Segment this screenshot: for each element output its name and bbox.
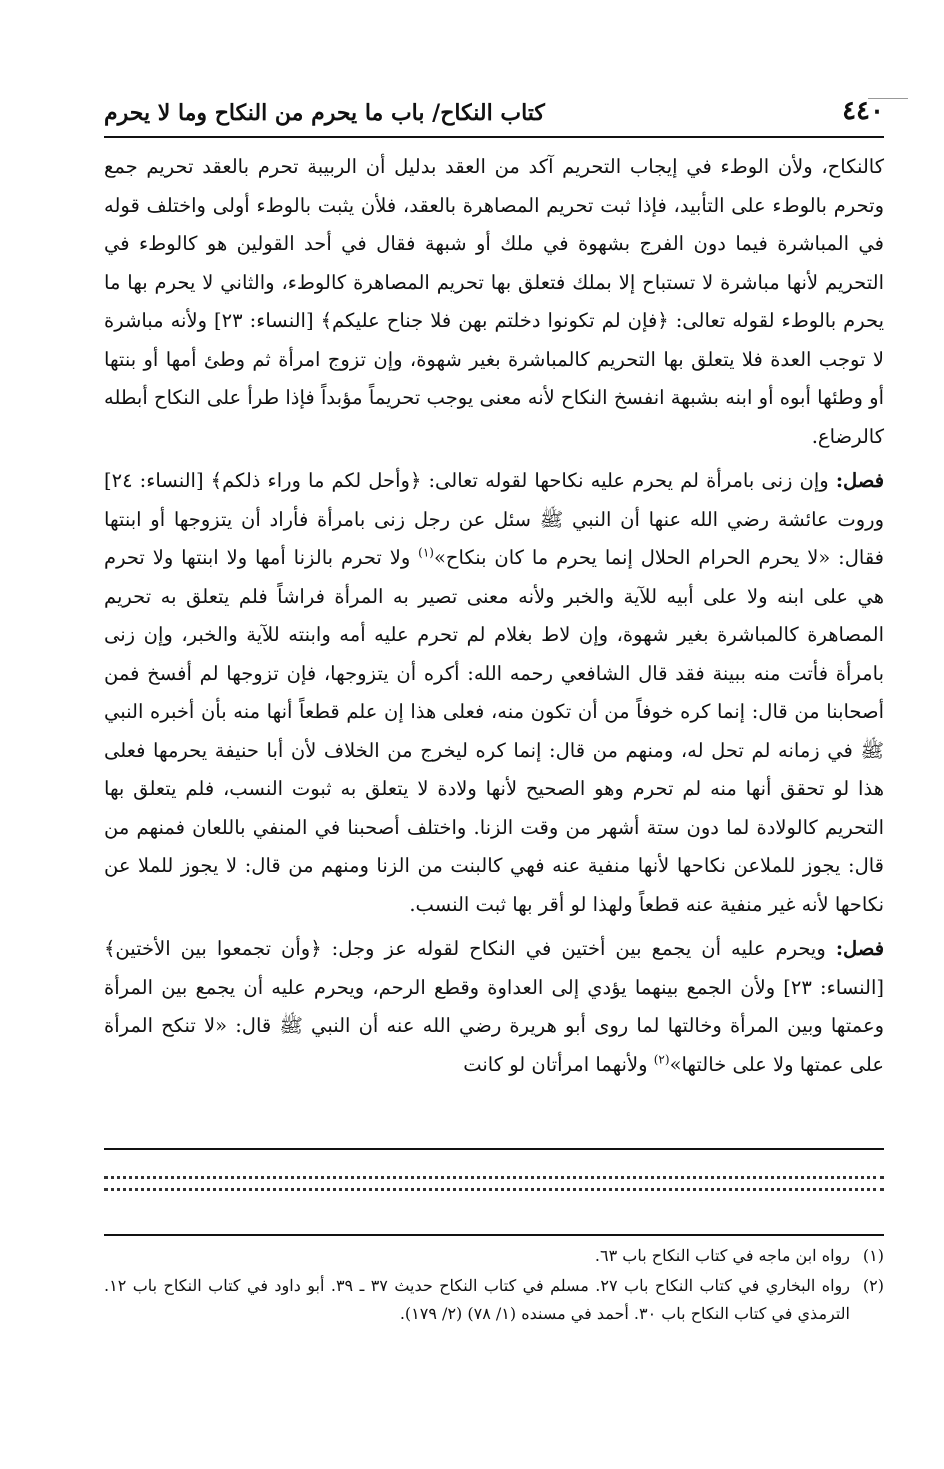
main-text [104,148,884,1090]
footnote-text: رواه البخاري في كتاب النكاح باب ٢٧. مسلم في كتاب النكاح حديث ٣٧ ـ ٣٩. أبو داود في كتاب النكاح باب ١٢. الترمذي في كتاب النكاح باب ٣٠. أحمد في مسنده (١/ ٧٨) (٢/ ١٧٩). [104,1276,851,1323]
section-label: فصل: [835,469,885,492]
footnote-text: رواه ابن ماجه في كتاب النكاح باب ٦٣. [594,1246,850,1265]
running-title: كتاب النكاح/ باب ما يحرم من النكاح وما لا يحرم [104,100,545,126]
footnotes [104,1242,884,1330]
paragraph-text: ويحرم عليه أن يجمع بين أختين في النكاح لقوله عز وجل: ﴿وأن تجمعوا بين الأختين﴾ [النساء: ٢٣] ولأن الجمع بينهما يؤدي إلى العداوة وقطع الرحم، ويحرم عليه أن يجمع بين المرأة وعمتها وبين المرأة وخالتها لما روى أبو هريرة رضي الله عنه أن النبي ﷺ قال: «لا تنكح المرأة على عمتها ولا على خالتها» [104,937,884,1076]
paragraph [104,930,884,1084]
footnote-ref: (١) [418,545,434,560]
footnote [104,1242,884,1270]
footnote-ref: (٢) [653,1052,670,1066]
page-number: ٤٤٠ [842,96,884,126]
section-label: فصل: [835,937,885,960]
footnote-number: (٢) [862,1276,884,1295]
page-header [104,92,884,138]
dotted-separator [104,1188,884,1191]
paragraph-text: ولا تحرم بالزنا أمها ولا ابنتها ولا تحرم هي على ابنه ولا على أبيه للآية والخبر ولأنه معنى تصير به المرأة فراشاً فلم يتعلق به تحريم المصاهرة كالمباشرة بغير شهوة، وإن لاط بغلام لم تحرم عليه أمه وابنته للآية والخبر، وإن زنى بامرأة فأتت منه ببينة فقد قال الشافعي رحمه الله: أكره أن يتزوجها، فإن تزوجها لم أفسخ فمن أصحابنا من قال: إنما كره خوفاً من أن تكون منه، فعلى هذا إن علم قطعاً أنها منه بأن أخبره النبي ﷺ في زمانه لم تحل له، ومنهم من قال: إنما كره ليخرج من الخلاف لأن أبا حنيفة يحرمها فعلى هذا لو تحقق أنها منه لم تحرم وهو الصحيح لأنها ولادة لا يتعلق به ثبوت النسب، فلم يتعلق بها التحريم كالولادة لما دون ستة أشهر من وقت الزنا. واختلف أصحبنا في المنفي باللعان فمنهم من قال: يجوز للملاعن نكاحها لأنها منفية عنه فهي كالبنت من الزنا ومنهم من قال: لا يجوز للملا عن نكاحها لأنه غير منفية عنه قطعاً ولهذا لو أقر بها ثبت النسب. [104,546,884,916]
footnote-number: (١) [862,1246,884,1265]
separator-line [104,1148,884,1150]
footnote-separator [104,1234,884,1236]
paragraph-text: وإن زنى بامرأة لم يحرم عليه نكاحها لقوله تعالى: ﴿وأحل لكم ما وراء ذلكم﴾ [النساء: ٢٤] وروت عائشة رضي الله عنها أن النبي ﷺ سئل عن رجل زنى بامرأة فأراد أن يتزوجها أو ابنتها فقال: «لا يحرم الحرام الحلال إنما يحرم ما كان بنكاح» [104,469,885,569]
paragraph [104,462,884,924]
footnote [104,1272,884,1328]
paragraph-text: كالنكاح، ولأن الوطء في إيجاب التحريم آكد من العقد بدليل أن الربيبة تحرم بالعقد تحريم جمع وتحرم بالوطء على التأبيد، فإذا ثبت تحريم المصاهرة بالعقد، فلأن يثبت بالوطء أولى واختلف قوله في المباشرة فيما دون الفرج بشهوة في ملك أو شبهة فقال في أحد القولين هو كالوطء في التحريم لأنها مباشرة لا تستباح إلا بملك فتعلق بها تحريم المصاهرة كالوطء، والثاني لا يحرم بها ما يحرم بالوطء لقوله تعالى: ﴿فإن لم تكونوا دخلتم بهن فلا جناح عليكم﴾ [النساء: ٢٣] ولأنه مباشرة لا توجب العدة فلا يتعلق بها التحريم كالمباشرة بغير شهوة، وإن تزوج امرأة ثم وطئ أمها أو بنتها أو وطئها أبوه أو ابنه بشبهة انفسخ النكاح لأنه معنى يوجب تحريماً مؤبداً فإذا طرأ على النكاح أبطله كالرضاع. [104,155,884,448]
corner-mark [868,98,908,99]
paragraph [104,148,884,456]
dotted-separator [104,1176,884,1179]
paragraph-text: ولأنهما امرأتان لو كانت [463,1052,648,1076]
